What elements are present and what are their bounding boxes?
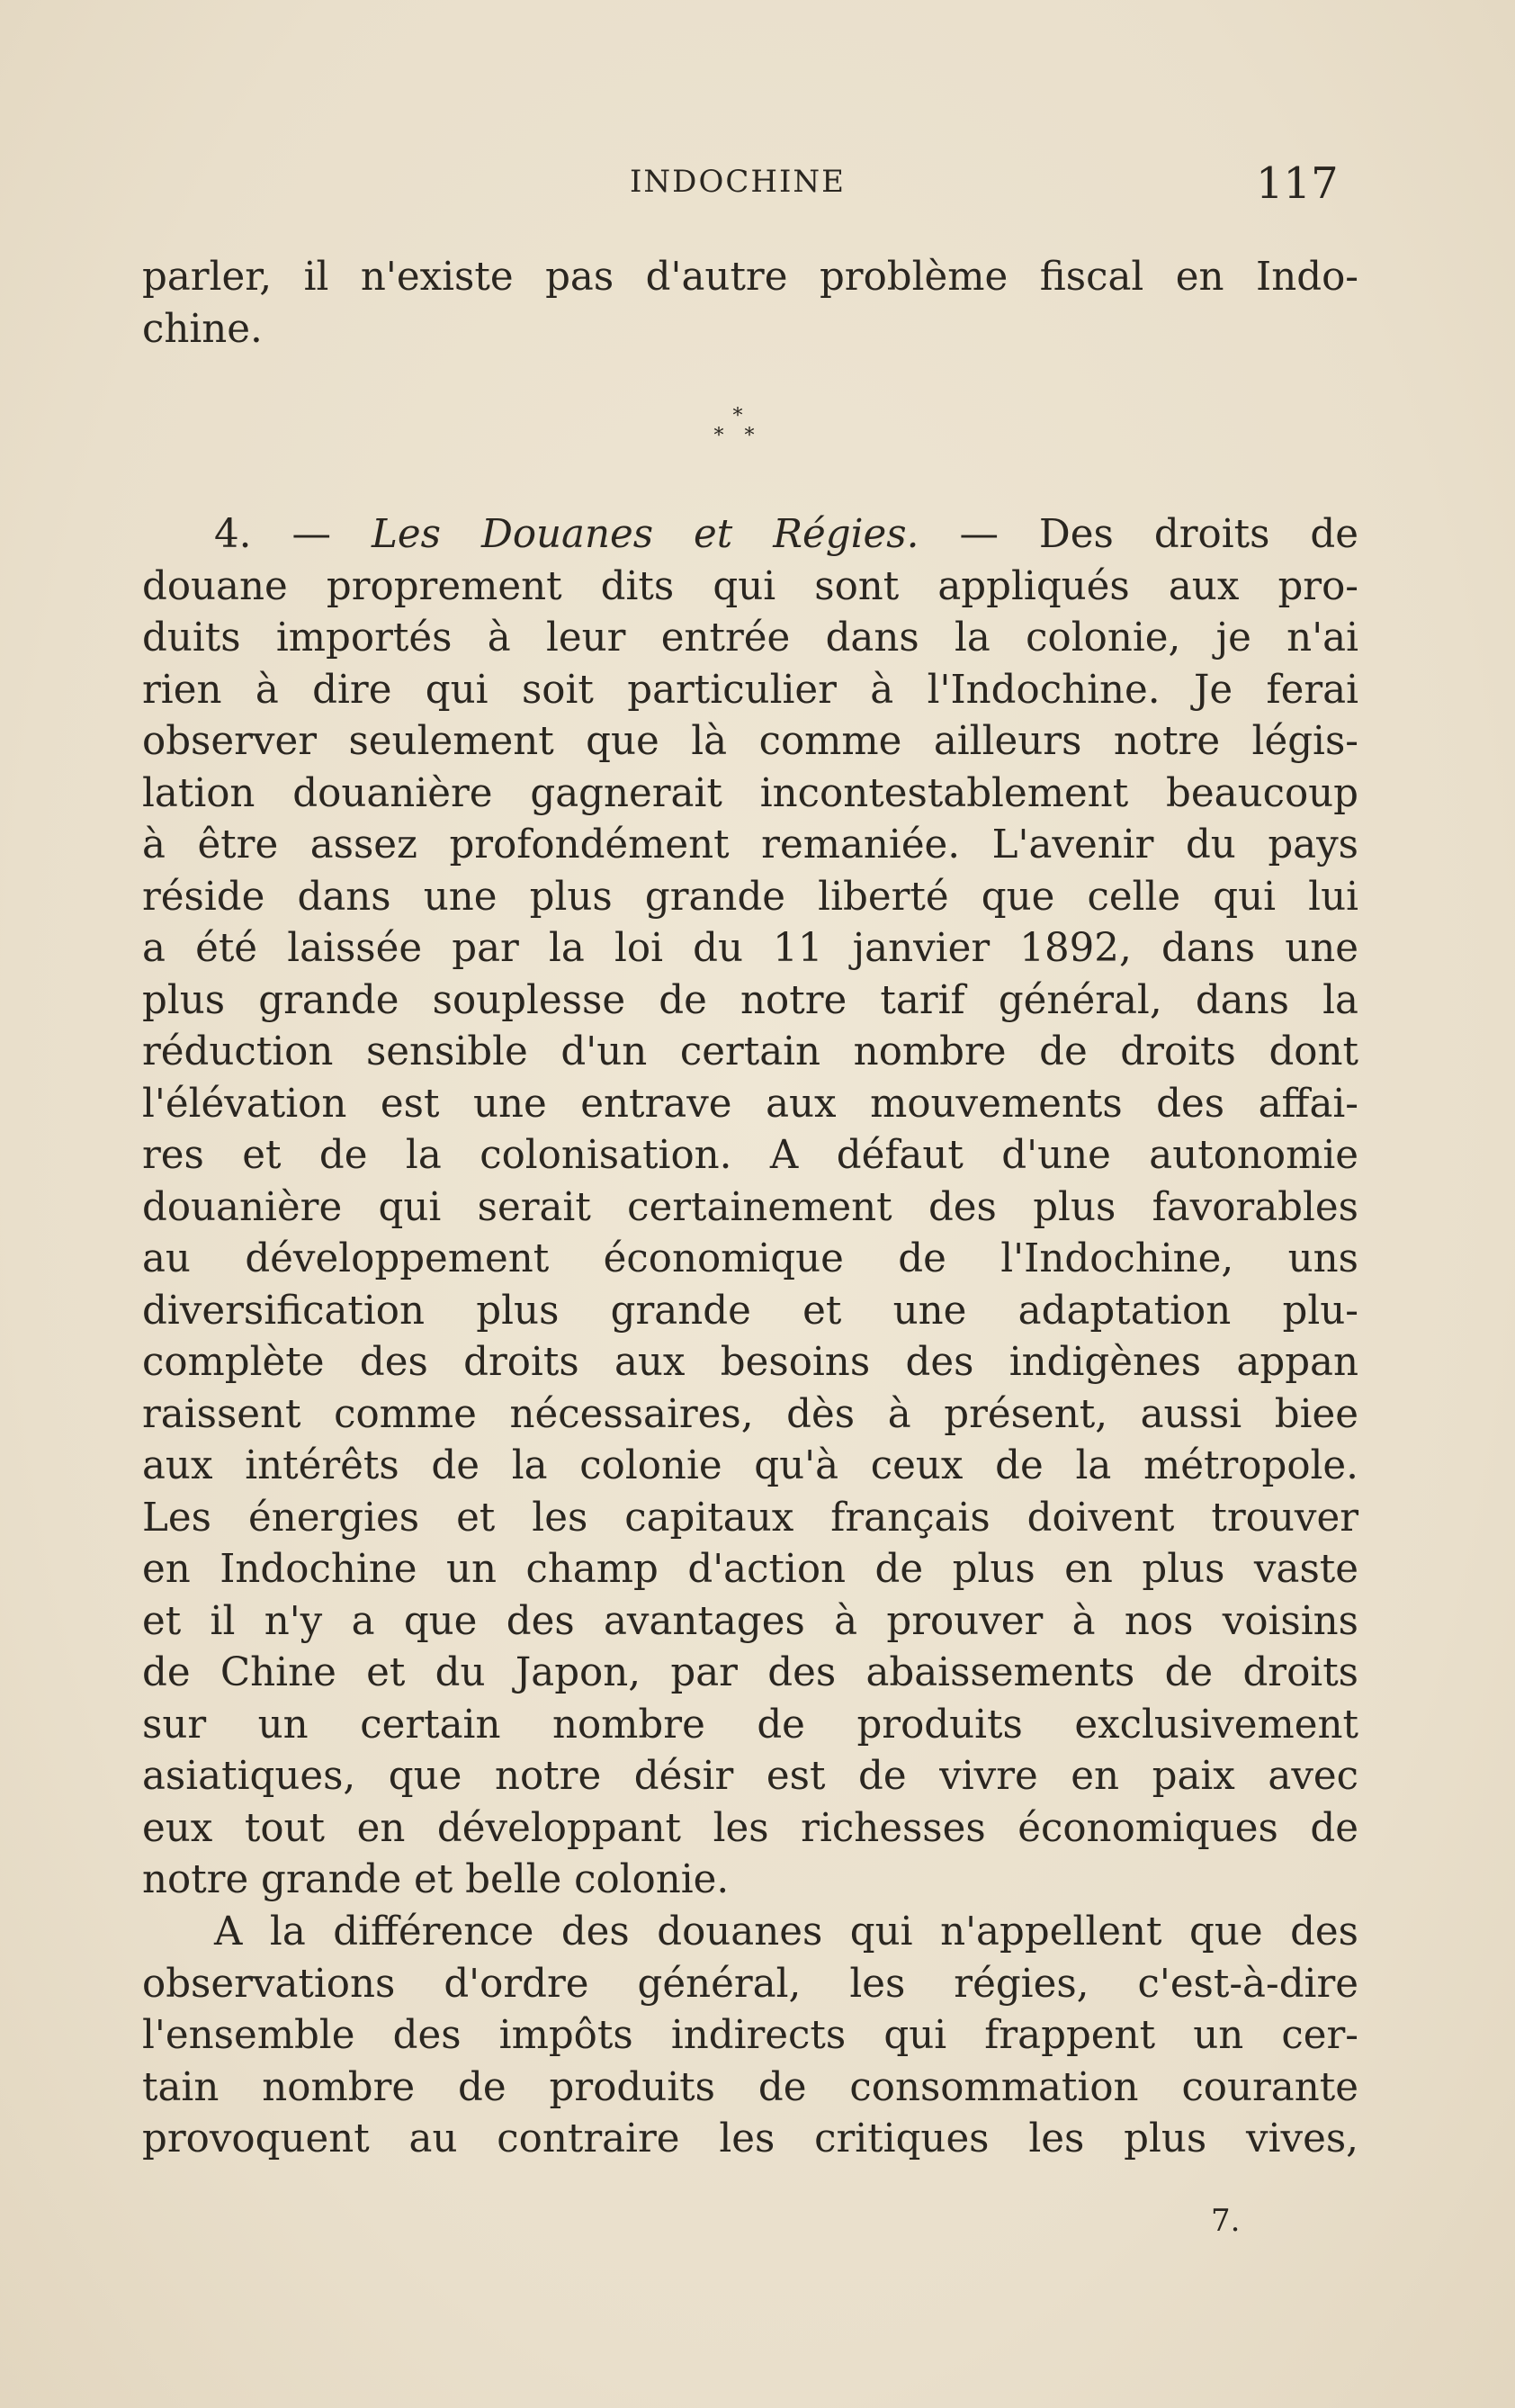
text-line: aux intérêts de la colonie qu'à ceux de la métropole.	[142, 1443, 1358, 1488]
text-line: rien à dire qui soit particulier à l'Indochine. Je ferai	[142, 667, 1358, 713]
text-line: observations d'ordre général, les régies, c'est-à-dire	[142, 1961, 1358, 2007]
text-line: l'élévation est une entrave aux mouvements des affai-	[142, 1081, 1358, 1127]
section-title-rest: — Des droits de	[959, 512, 1359, 557]
text-line: diversification plus grande et une adaptation plu-	[142, 1288, 1358, 1334]
text-line: parler, il n'existe pas d'autre problème fiscal en Indo-	[142, 255, 1358, 300]
carryover-paragraph	[142, 252, 1358, 355]
text-line: observer seulement que là comme ailleurs notre légis-	[142, 719, 1358, 764]
text-line: plus grande souplesse de notre tarif général, dans la	[142, 977, 1358, 1023]
section-paragraph	[142, 509, 1358, 1907]
section-title: Les Douanes et Régies.	[372, 512, 919, 557]
text-line: à être assez profondément remaniée. L'avenir du pays	[142, 822, 1358, 867]
text-line: réduction sensible d'un certain nombre de droits dont	[142, 1029, 1358, 1074]
text-line: douane proprement dits qui sont appliqués aux pro-	[142, 563, 1358, 609]
section-heading-line	[142, 509, 1358, 562]
text-line: duits importés à leur entrée dans la colonie, je n'ai	[142, 615, 1358, 660]
signature-mark: 7.	[1211, 2203, 1241, 2239]
running-title: INDOCHINE	[630, 164, 846, 200]
text-line: et il n'y a que des avantages à prouver à nos voisins	[142, 1598, 1358, 1644]
asterism-top: *	[732, 405, 743, 427]
text-line: A la différence des douanes qui n'appellent que des	[214, 1909, 1358, 1954]
text-line: chine.	[142, 306, 263, 352]
text-line: raissent comme nécessaires, dès à présent, aussi biee	[142, 1391, 1358, 1437]
text-line: de Chine et du Japon, par des abaissements de droits	[142, 1650, 1358, 1695]
text-line: douanière qui serait certainement des plus favorables	[142, 1184, 1358, 1230]
text-line: lation douanière gagnerait incontestablement beaucoup	[142, 770, 1358, 816]
text-line: notre grande et belle colonie.	[142, 1857, 730, 1902]
text-line: asiatiques, que notre désir est de vivre en paix avec	[142, 1754, 1358, 1799]
text-line: provoquent au contraire les critiques les plus vives,	[142, 2116, 1358, 2161]
section-separator-asterism	[711, 407, 765, 461]
text-line: au développement économique de l'Indochine, uns	[142, 1236, 1358, 1281]
text-line: a été laissée par la loi du 11 janvier 1892, dans une	[142, 926, 1358, 971]
text-line: réside dans une plus grande liberté que celle qui lui	[142, 874, 1358, 920]
text-line: res et de la colonisation. A défaut d'une autonomie	[142, 1133, 1358, 1178]
text-line: complète des droits aux besoins des indigènes appan	[142, 1340, 1358, 1385]
text-line: sur un certain nombre de produits exclusivement	[142, 1702, 1358, 1748]
asterism-bottom: * *	[713, 425, 762, 447]
text-line: Les énergies et les capitaux français doivent trouver	[142, 1495, 1358, 1541]
text-line: en Indochine un champ d'action de plus en plus vaste	[142, 1547, 1358, 1592]
text-line: tain nombre de produits de consommation courante	[142, 2064, 1358, 2110]
text-line: eux tout en développant les richesses économiques de	[142, 1805, 1358, 1851]
regies-paragraph	[142, 1907, 1358, 2166]
section-number: 4. —	[214, 512, 332, 557]
page-number: 117	[1256, 158, 1339, 209]
text-line: l'ensemble des impôts indirects qui frappent un cer-	[142, 2013, 1358, 2058]
